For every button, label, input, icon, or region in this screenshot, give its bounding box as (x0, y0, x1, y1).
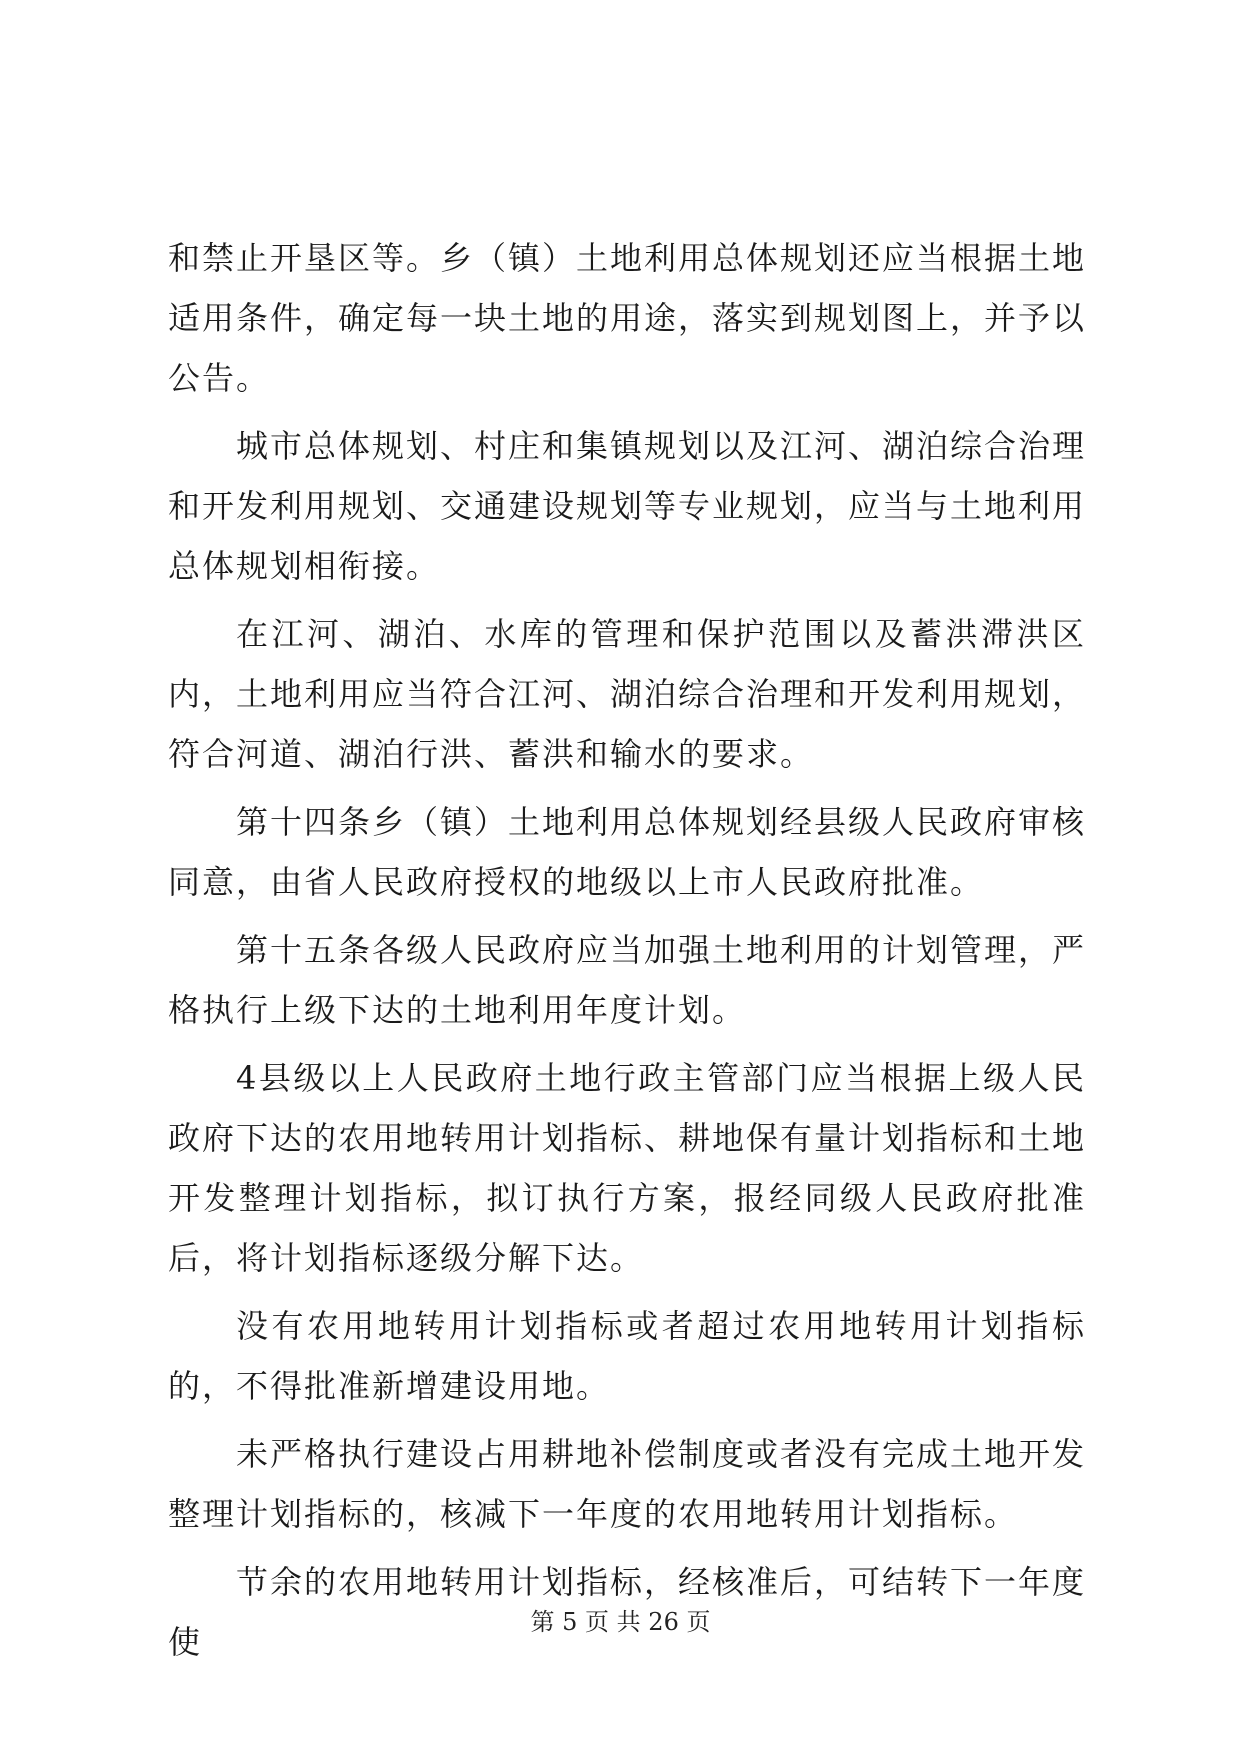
paragraph-urban-planning: 城市总体规划、村庄和集镇规划以及江河、湖泊综合治理和开发利用规划、交通建设规划等专业规划，应当与土地利用总体规划相衔接。 (168, 427, 1087, 585)
paragraph-article-14: 第十四条乡（镇）土地利用总体规划经县级人民政府审核同意，由省人民政府授权的地级以上市人民政府批准。 (168, 803, 1087, 901)
paragraph-no-quota: 没有农用地转用计划指标或者超过农用地转用计划指标的，不得批准新增建设用地。 (168, 1307, 1086, 1405)
paragraph-surplus-quota: 节余的农用地转用计划指标，经核准后，可结转下一年度使 (168, 1563, 1087, 1661)
page-number-footer: 第 5 页 共 26 页 (530, 1608, 711, 1636)
paragraph-article-15: 第十五条各级人民政府应当加强土地利用的计划管理，严格执行上级下达的土地利用年度计划。 (168, 931, 1087, 1029)
document-body (168, 228, 1086, 1680)
paragraph-river-lake: 在江河、湖泊、水库的管理和保护范围以及蓄洪滞洪区内，土地利用应当符合江河、湖泊综合治理和开发利用规划，符合河道、湖泊行洪、蓄洪和输水的要求。 (168, 615, 1087, 773)
paragraph-county-level: 4县级以上人民政府土地行政主管部门应当根据上级人民政府下达的农用地转用计划指标、耕地保有量计划指标和土地开发整理计划指标，拟订执行方案，报经同级人民政府批准后，将计划指标逐级分解下达。 (168, 1059, 1087, 1277)
paragraph-continued: 和禁止开垦区等。乡（镇）土地利用总体规划还应当根据土地适用条件，确定每一块土地的用途，落实到规划图上，并予以公告。 (168, 239, 1087, 397)
paragraph-compensation: 未严格执行建设占用耕地补偿制度或者没有完成土地开发整理计划指标的，核减下一年度的农用地转用计划指标。 (168, 1435, 1087, 1533)
